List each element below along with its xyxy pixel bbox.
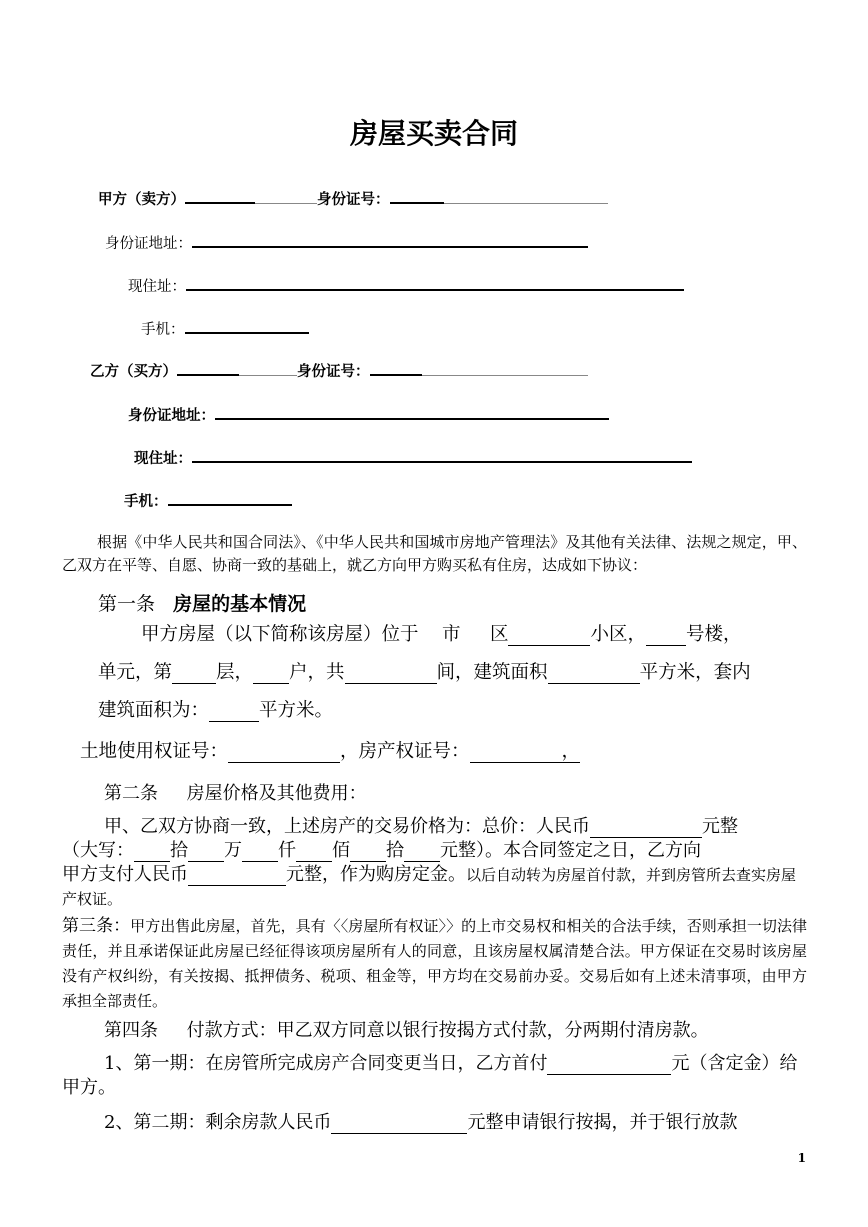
inner-area-blank[interactable]	[209, 701, 259, 722]
article-1-heading	[98, 589, 306, 616]
party-a-id-field-ext[interactable]	[444, 189, 608, 204]
article-1-title: 房屋的基本情况	[173, 593, 307, 615]
article-2-daxie-label: （大写：	[62, 840, 134, 861]
article-1-unit-label: 单元，第	[98, 662, 173, 683]
article-1-number: 第一条	[98, 593, 156, 615]
building-blank[interactable]	[646, 625, 686, 646]
land-use-cert-label: 土地使用权证号：	[80, 741, 229, 762]
article-2-price-text: 甲、乙双方协商一致，上述房产的交易价格为：总价：人民币	[104, 816, 590, 837]
total-price-blank[interactable]	[590, 817, 702, 838]
article-3-number: 第三条：	[62, 916, 131, 936]
article-4-item-2	[104, 1111, 737, 1135]
article-2-heading	[104, 782, 367, 806]
article-1-body	[98, 616, 808, 730]
article-4-item-1	[62, 1052, 807, 1100]
article-1-area-label: 平方米，套内	[639, 662, 751, 683]
unit-yuan: 元整）。本合同签定之日，乙方向	[440, 840, 701, 861]
unit-bai: 佰	[332, 840, 350, 861]
community-blank[interactable]	[508, 625, 590, 646]
party-a-phone-line	[141, 318, 309, 339]
article-1-inner-label: 建筑面积为：	[98, 700, 210, 721]
party-b-label: 乙方（买方）	[90, 364, 177, 380]
party-a-id-address-label: 身份证地址：	[105, 236, 192, 252]
article-1-district-label: 区	[489, 624, 509, 645]
party-b-address-line	[134, 447, 692, 468]
article-3-text: 甲方出售此房屋，首先，具有〈〈房屋所有权证〉〉的上市交易权和相关的合法手续，否则承担一切法律责任，并且承诺保证此房屋已经征得该项房屋所有人的同意，且该房屋权属清楚合法。甲方保证在交易时该房屋没有产权纠纷，有关按揭、抵押债务、税项、租金等，甲方均在交易前办妥。交易后如有上述未清事项，由甲方承担全部责任。	[62, 917, 807, 1010]
daxie-yuan-blank[interactable]	[404, 841, 440, 862]
article-4-number: 第四条	[104, 1020, 158, 1041]
daxie-wan-blank[interactable]	[188, 841, 224, 862]
property-cert-end: ，	[561, 741, 581, 762]
unit-wan: 万	[224, 840, 242, 861]
party-b-id-field[interactable]	[370, 360, 422, 376]
party-b-address-field[interactable]	[192, 447, 692, 463]
party-b-id-address-line	[128, 404, 609, 425]
party-a-id-field[interactable]	[390, 188, 444, 204]
article-4-item-2-text: 2、第二期：剩余房款人民币	[104, 1112, 332, 1133]
daxie-bai-blank[interactable]	[296, 841, 332, 862]
unit-shi-2: 拾	[386, 840, 404, 861]
article-4-text: 付款方式：甲乙双方同意以银行按揭方式付款，分两期付清房款。	[186, 1020, 709, 1041]
article-1-building-label: 号楼，	[686, 624, 742, 645]
area-blank[interactable]	[548, 663, 640, 684]
daxie-qian-blank[interactable]	[242, 841, 278, 862]
party-a-name-field[interactable]	[185, 188, 255, 204]
article-1-household-label: 户，共	[289, 662, 345, 683]
party-a-id-address-field[interactable]	[192, 232, 588, 248]
page-number: 1	[797, 1151, 806, 1165]
party-b-id-address-label: 身份证地址：	[128, 408, 215, 424]
household-blank[interactable]	[253, 663, 289, 684]
article-1-floor-label: 层，	[216, 662, 254, 683]
party-a-address-field[interactable]	[186, 275, 684, 291]
party-b-address-label: 现住址：	[134, 451, 192, 467]
article-1-location-text: 甲方房屋（以下简称该房屋）位于	[141, 624, 419, 645]
article-4-item-2-end: 元整申请银行按揭，并于银行放款	[467, 1112, 738, 1133]
party-a-label: 甲方（卖方）	[98, 192, 185, 208]
article-1-community-label: 小区，	[590, 624, 646, 645]
party-a-address-line	[128, 275, 684, 296]
article-2-body	[62, 815, 807, 911]
article-4-item-1-text: 1、第一期：在房管所完成房产合同变更当日，乙方首付	[104, 1053, 548, 1074]
property-cert-blank[interactable]	[470, 742, 562, 763]
land-certificate-line	[80, 733, 580, 771]
party-a-phone-label: 手机：	[141, 322, 185, 338]
unit-qian: 仟	[278, 840, 296, 861]
article-1-sqm-label: 平方米。	[259, 700, 334, 721]
party-a-id-label: 身份证号：	[317, 192, 390, 208]
party-b-name-field-ext[interactable]	[239, 361, 297, 376]
remaining-payment-blank[interactable]	[331, 1113, 467, 1134]
article-2-deposit-end: 元整，作为购房定金。	[286, 864, 466, 885]
rooms-blank[interactable]	[345, 663, 437, 684]
article-4-heading-line	[104, 1019, 709, 1043]
article-2-price-end: 元整	[702, 816, 738, 837]
party-a-name-field-ext[interactable]	[255, 189, 317, 204]
document-title: 房屋买卖合同	[349, 117, 518, 150]
unit-shi: 拾	[170, 840, 188, 861]
party-a-phone-field[interactable]	[185, 318, 309, 334]
article-2-deposit-tail: 以后自动转为房屋首付款，并到房管所去查实房屋产权证。	[62, 866, 797, 908]
party-b-name-field[interactable]	[177, 360, 239, 376]
party-b-id-address-field[interactable]	[215, 404, 609, 420]
article-2-deposit-text: 甲方支付人民币	[62, 864, 188, 885]
daxie-shi-blank[interactable]	[134, 841, 170, 862]
first-payment-blank[interactable]	[547, 1054, 671, 1075]
intro-paragraph: 根据《中华人民共和国合同法》、《中华人民共和国城市房地产管理法》及其他有关法律、法规之规定，甲、乙双方在平等、自愿、协商一致的基础上，就乙方向甲方购买私有住房，达成如下协议：	[62, 533, 807, 574]
party-b-id-field-ext[interactable]	[422, 361, 588, 376]
article-2-number: 第二条	[104, 783, 158, 804]
party-b-phone-line	[124, 490, 292, 511]
party-b-phone-label: 手机：	[124, 494, 168, 510]
article-3-paragraph	[62, 914, 807, 1014]
daxie-shi2-blank[interactable]	[350, 841, 386, 862]
party-a-id-address-line	[105, 232, 588, 253]
floor-blank[interactable]	[172, 663, 216, 684]
party-b-phone-field[interactable]	[168, 490, 292, 506]
property-cert-label: ，房产权证号：	[340, 741, 470, 762]
party-a-line	[98, 188, 608, 209]
article-1-city-label: 市	[442, 624, 461, 645]
party-a-address-label: 现住址：	[128, 279, 186, 295]
article-4-item-1-end: 元（含定金）给甲方。	[62, 1053, 798, 1098]
party-b-id-label: 身份证号：	[297, 364, 370, 380]
deposit-blank[interactable]	[188, 865, 286, 886]
land-use-cert-blank[interactable]	[228, 742, 340, 763]
article-2-title: 房屋价格及其他费用：	[186, 783, 367, 804]
article-1-rooms-label: 间，建筑面积	[436, 662, 548, 683]
party-b-line	[90, 360, 588, 381]
